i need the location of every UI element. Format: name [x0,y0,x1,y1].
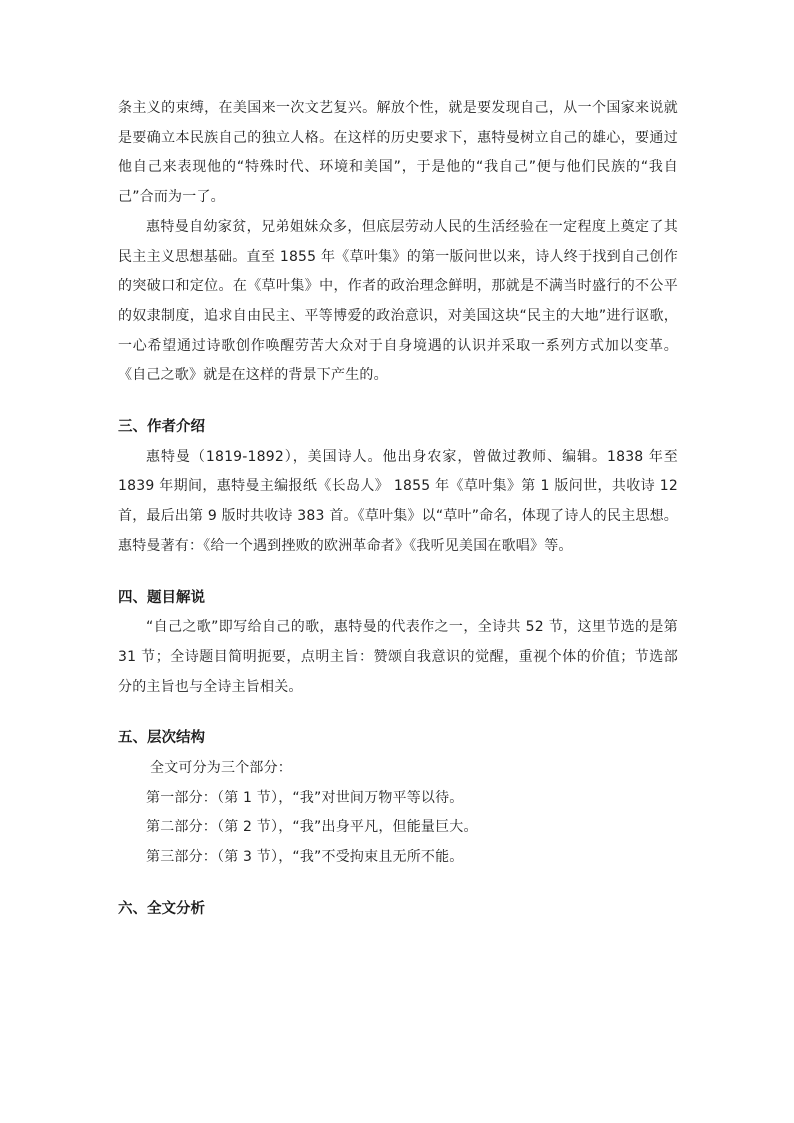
title-paragraph: “自己之歌”即写给自己的歌，惠特曼的代表作之一，全诗共 52 节，这里节选的是第 31 节；全诗题目简明扼要，点明主旨：赞颂自我意识的觉醒，重视个体的价值；节选部分的主旨也与全诗主旨相关。 [118,619,678,695]
body-paragraph: 惠特曼自幼家贫，兄弟姐妹众多，但底层劳动人民的生活经验在一定程度上奠定了其民主主义思想基础。直至 1855 年《草叶集》的第一版问世以来，诗人终于找到自己创作的突破口和定位。在《草叶集》中，作者的政治理念鲜明，那就是不满当时盛行的不公平的奴隶制度，追求自由民主、平等博爱的政治意识，对美国这块“民主的大地”进行讴歌，一心希望通过诗歌创作唤醒劳苦大众对于自身境遇的认识并采取一系列方式加以变革。《自己之歌》就是在这样的背景下产生的。 [118,218,678,384]
section-heading-analysis: 六、全文分析 [118,900,205,917]
body-paragraph: 条主义的束缚，在美国来一次文艺复兴。解放个性，就是要发现自己，从一个国家来说就是要确立本民族自己的独立人格。在这样的历史要求下，惠特曼树立自己的雄心，要通过他自己来表现他的“特殊时代、环境和美国”，于是他的“我自己”便与他们民族的“我自己”合而为一了。 [118,100,678,206]
section-heading-title: 四、题目解说 [118,589,205,606]
document-body [118,94,678,925]
structure-item: 第三部分：（第 3 节），“我”不受拘束且无所不能。 [146,849,464,866]
section-heading-author: 三、作者介绍 [118,419,205,436]
section-heading-structure: 五、层次结构 [118,730,205,747]
structure-item: 第一部分：（第 1 节），“我”对世间万物平等以待。 [146,789,464,806]
structure-intro: 全文可分为三个部分： [150,760,292,777]
author-paragraph: 惠特曼（1819-1892），美国诗人。他出身农家，曾做过教师、编辑。1838 年至 1839 年期间，惠特曼主编报纸《长岛人》 1855 年《草叶集》第 1 版问世，共收诗 12 首，最后出第 9 版时共收诗 383 首。《草叶集》以“草叶”命名，体现了诗人的民主思想。惠特曼著有：《给一个遇到挫败的欧洲革命者》《我听见美国在歌唱》等。 [118,448,678,554]
structure-item: 第二部分：（第 2 节），“我”出身平凡，但能量巨大。 [146,819,478,836]
